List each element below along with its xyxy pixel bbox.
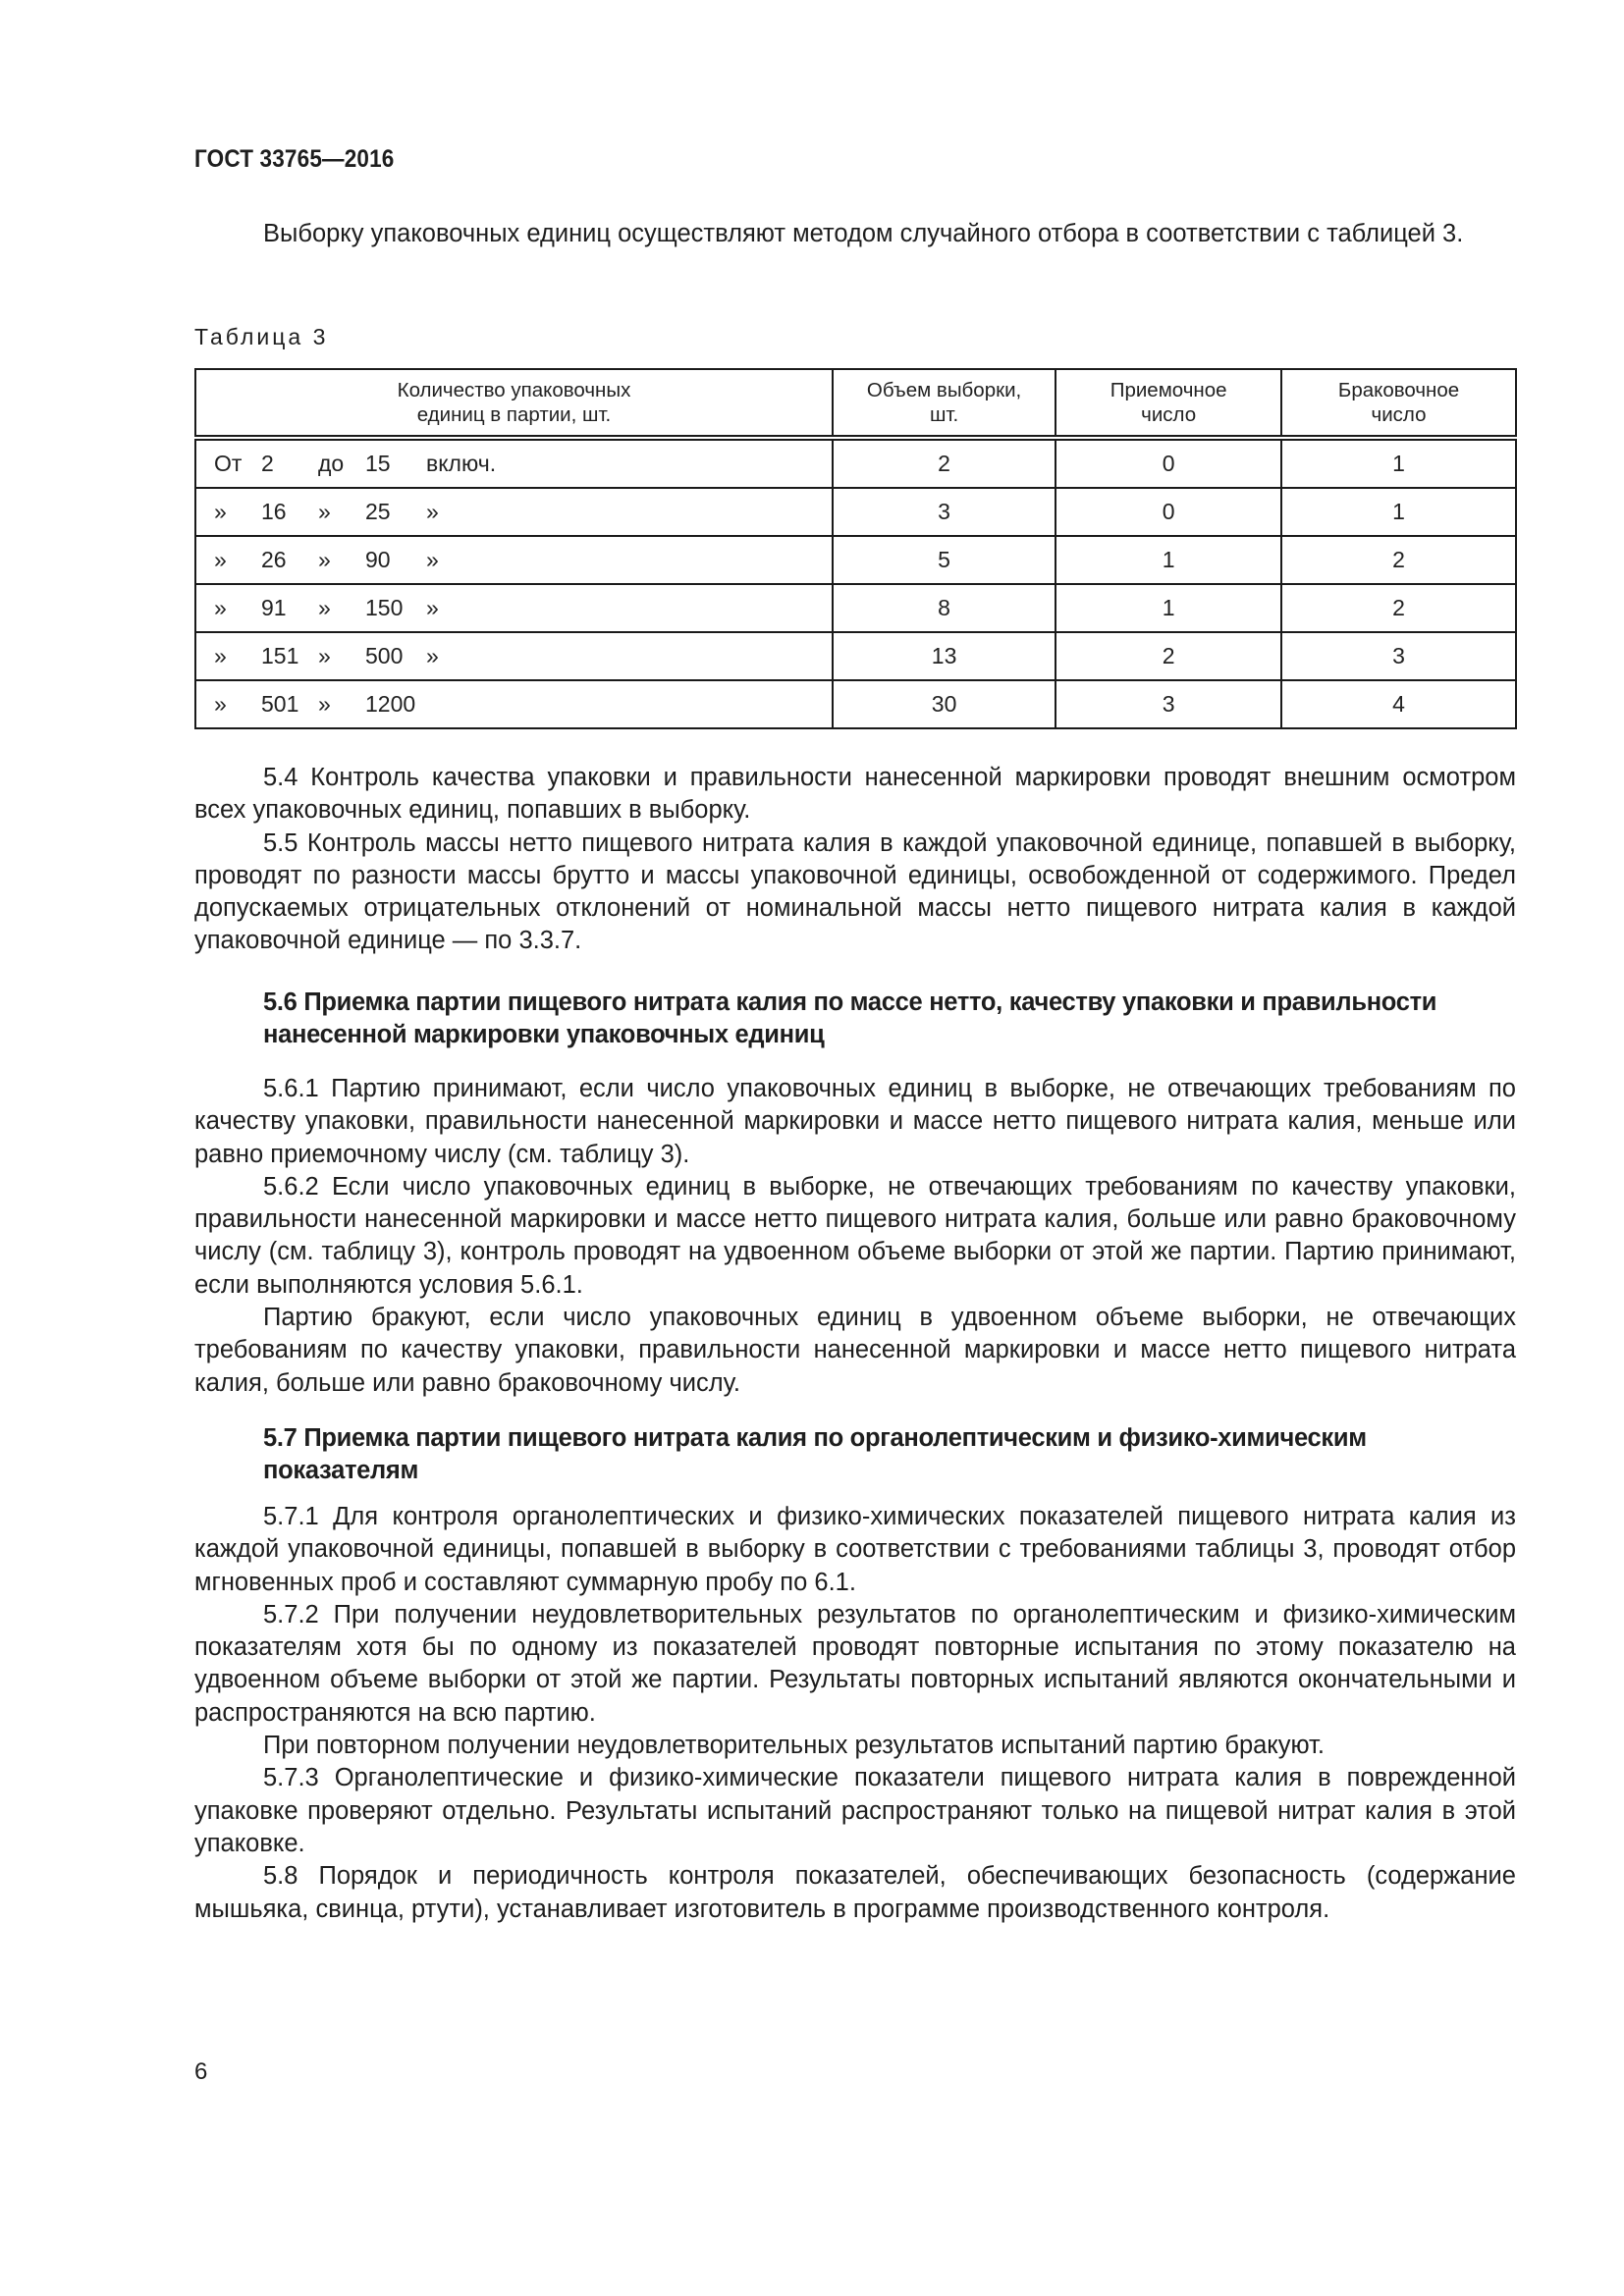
sections-5-4-5-5 xyxy=(194,762,1516,958)
range-from: 2 xyxy=(261,451,274,476)
col-header-acceptance-number: Приемочное число xyxy=(1056,369,1281,438)
paragraph-5-7-1: 5.7.1 Для контроля органолептических и физико-химических показателей пищевого нитрата калия из каждой упаковочной единицы, попавшей в выборку в соответствии с требованиями таблицы 3, проводят отбор мгновенных проб и составляют суммарную пробу по 6.1. xyxy=(194,1503,1516,1596)
range-from: 16 xyxy=(261,499,287,524)
range-sep: » xyxy=(318,547,331,572)
sampling-table xyxy=(194,368,1517,729)
page-number: 6 xyxy=(194,2058,208,2085)
range-suffix: включ. xyxy=(426,451,497,476)
table-row xyxy=(195,438,1516,488)
range-sep: » xyxy=(318,595,331,620)
rejection-number: 1 xyxy=(1281,488,1516,536)
lot-size-range xyxy=(195,488,833,536)
range-suffix: » xyxy=(426,595,439,620)
range-prefix: » xyxy=(214,643,227,668)
table-row xyxy=(195,680,1516,728)
paragraph-5-6-2-reject: Партию бракуют, если число упаковочных единиц в удвоенном объеме выборки, не отвечающих требованиям по качеству упаковки, правильности нанесенной маркировки и массе нетто пищевого нитрата калия, больше или равно браковочному числу. xyxy=(194,1304,1516,1397)
sample-size: 8 xyxy=(833,584,1056,632)
range-to: 500 xyxy=(365,643,404,668)
paragraph-5-7-3: 5.7.3 Органолептические и физико-химические показатели пищевого нитрата калия в поврежденной упаковке проверяют отдельно. Результаты испытаний распространяют только на пищевой нитрат калия в этой упаковке. xyxy=(194,1764,1516,1857)
paragraph-5-6-1: 5.6.1 Партию принимают, если число упаковочных единиц в выборке, не отвечающих требованиям по качеству упаковки, правильности нанесенной маркировки и массе нетто пищевого нитрата калия, меньше или равно приемочному числу (см. таблицу 3). xyxy=(194,1075,1516,1168)
range-sep: » xyxy=(318,499,331,524)
rejection-number: 3 xyxy=(1281,632,1516,680)
acceptance-number: 0 xyxy=(1056,438,1281,488)
heading-5-6: 5.6 Приемка партии пищевого нитрата калия по массе нетто, качеству упаковки и правильности нанесенной маркировки упаковочных единиц xyxy=(263,988,1437,1049)
paragraph-5-7-2: 5.7.2 При получении неудовлетворительных результатов по органолептическим и физико-химическим показателям хотя бы по одному из показателей проводят повторные испытания по этому показателю на удвоенном объеме выборки от этой же партии. Результаты повторных испытаний являются окончательными и распространяются на всю партию. xyxy=(194,1600,1516,1727)
table-row xyxy=(195,584,1516,632)
paragraph-5-7-2-reject: При повторном получении неудовлетворительных результатов испытаний партию бракуют. xyxy=(263,1732,1325,1760)
sample-size: 5 xyxy=(833,536,1056,584)
sample-size: 30 xyxy=(833,680,1056,728)
range-from: 26 xyxy=(261,547,287,572)
paragraph-5-8: 5.8 Порядок и периодичность контроля показателей, обеспечивающих безопасность (содержание мышьяка, свинца, ртути), устанавливает изготовитель в программе производственного контроля. xyxy=(194,1862,1516,1923)
sections-5-6 xyxy=(194,1073,1516,1400)
lot-size-range xyxy=(195,632,833,680)
paragraph-5-5: 5.5 Контроль массы нетто пищевого нитрата калия в каждой упаковочной единице, попавшей в выборку, проводят по разности массы брутто и массы упаковочной единицы, освобожденной от содержимого. Предел допускаемых отрицательных отклонений от номинальной массы нетто пищевого нитрата калия в каждой упаковочной единице — по 3.3.7. xyxy=(194,828,1516,955)
range-suffix: » xyxy=(426,547,439,572)
lot-size-range xyxy=(195,680,833,728)
lot-size-range xyxy=(195,584,833,632)
rejection-number: 2 xyxy=(1281,536,1516,584)
rejection-number: 2 xyxy=(1281,584,1516,632)
range-to: 150 xyxy=(365,595,404,620)
col-header-sample-size: Объем выборки, шт. xyxy=(833,369,1056,438)
sample-size: 3 xyxy=(833,488,1056,536)
acceptance-number: 1 xyxy=(1056,536,1281,584)
table-row xyxy=(195,536,1516,584)
rejection-number: 4 xyxy=(1281,680,1516,728)
range-suffix: » xyxy=(426,499,439,524)
range-suffix: » xyxy=(426,643,439,668)
table-row xyxy=(195,488,1516,536)
sections-5-7-5-8 xyxy=(194,1501,1516,1926)
lot-size-range xyxy=(195,536,833,584)
intro-paragraph xyxy=(194,218,1516,250)
table-caption: Таблица 3 xyxy=(194,324,329,349)
paragraph-5-4: 5.4 Контроль качества упаковки и правильности нанесенной маркировки проводят внешним осмотром всех упаковочных единиц, попавших в выборку. xyxy=(194,764,1516,825)
col-header-lot-size: Количество упаковочных единиц в партии, шт. xyxy=(195,369,833,438)
range-to: 90 xyxy=(365,547,391,572)
acceptance-number: 3 xyxy=(1056,680,1281,728)
range-from: 151 xyxy=(261,643,299,668)
acceptance-number: 1 xyxy=(1056,584,1281,632)
range-to: 1200 xyxy=(365,691,416,717)
document-header-standard: ГОСТ 33765—2016 xyxy=(194,145,395,173)
range-prefix: » xyxy=(214,547,227,572)
rejection-number: 1 xyxy=(1281,438,1516,488)
col-header-rejection-number: Браковочное число xyxy=(1281,369,1516,438)
range-sep: до xyxy=(318,451,345,476)
range-prefix: » xyxy=(214,499,227,524)
range-sep: » xyxy=(318,691,331,717)
table-header-row xyxy=(195,369,1516,438)
range-sep: » xyxy=(318,643,331,668)
lot-size-range xyxy=(195,438,833,488)
range-prefix: » xyxy=(214,691,227,717)
range-prefix: » xyxy=(214,595,227,620)
range-prefix: От xyxy=(214,451,243,476)
sample-size: 13 xyxy=(833,632,1056,680)
paragraph-5-6-2: 5.6.2 Если число упаковочных единиц в выборке, не отвечающих требованиям по качеству упаковки, правильности нанесенной маркировки и массе нетто пищевого нитрата калия, больше или равно браковочному числу (см. таблицу 3), контроль проводят на удвоенном объеме выборки от этой же партии. Партию принимают, если выполняются условия 5.6.1. xyxy=(194,1172,1516,1299)
sample-size: 2 xyxy=(833,438,1056,488)
range-to: 15 xyxy=(365,451,391,476)
range-to: 25 xyxy=(365,499,391,524)
table-row xyxy=(195,632,1516,680)
range-from: 91 xyxy=(261,595,287,620)
intro-text: Выборку упаковочных единиц осуществляют методом случайного отбора в соответствии с таблицей 3. xyxy=(263,220,1464,247)
heading-5-7: 5.7 Приемка партии пищевого нитрата калия по органолептическим и физико-химическим показателям xyxy=(263,1424,1367,1485)
acceptance-number: 2 xyxy=(1056,632,1281,680)
range-from: 501 xyxy=(261,691,299,717)
acceptance-number: 0 xyxy=(1056,488,1281,536)
